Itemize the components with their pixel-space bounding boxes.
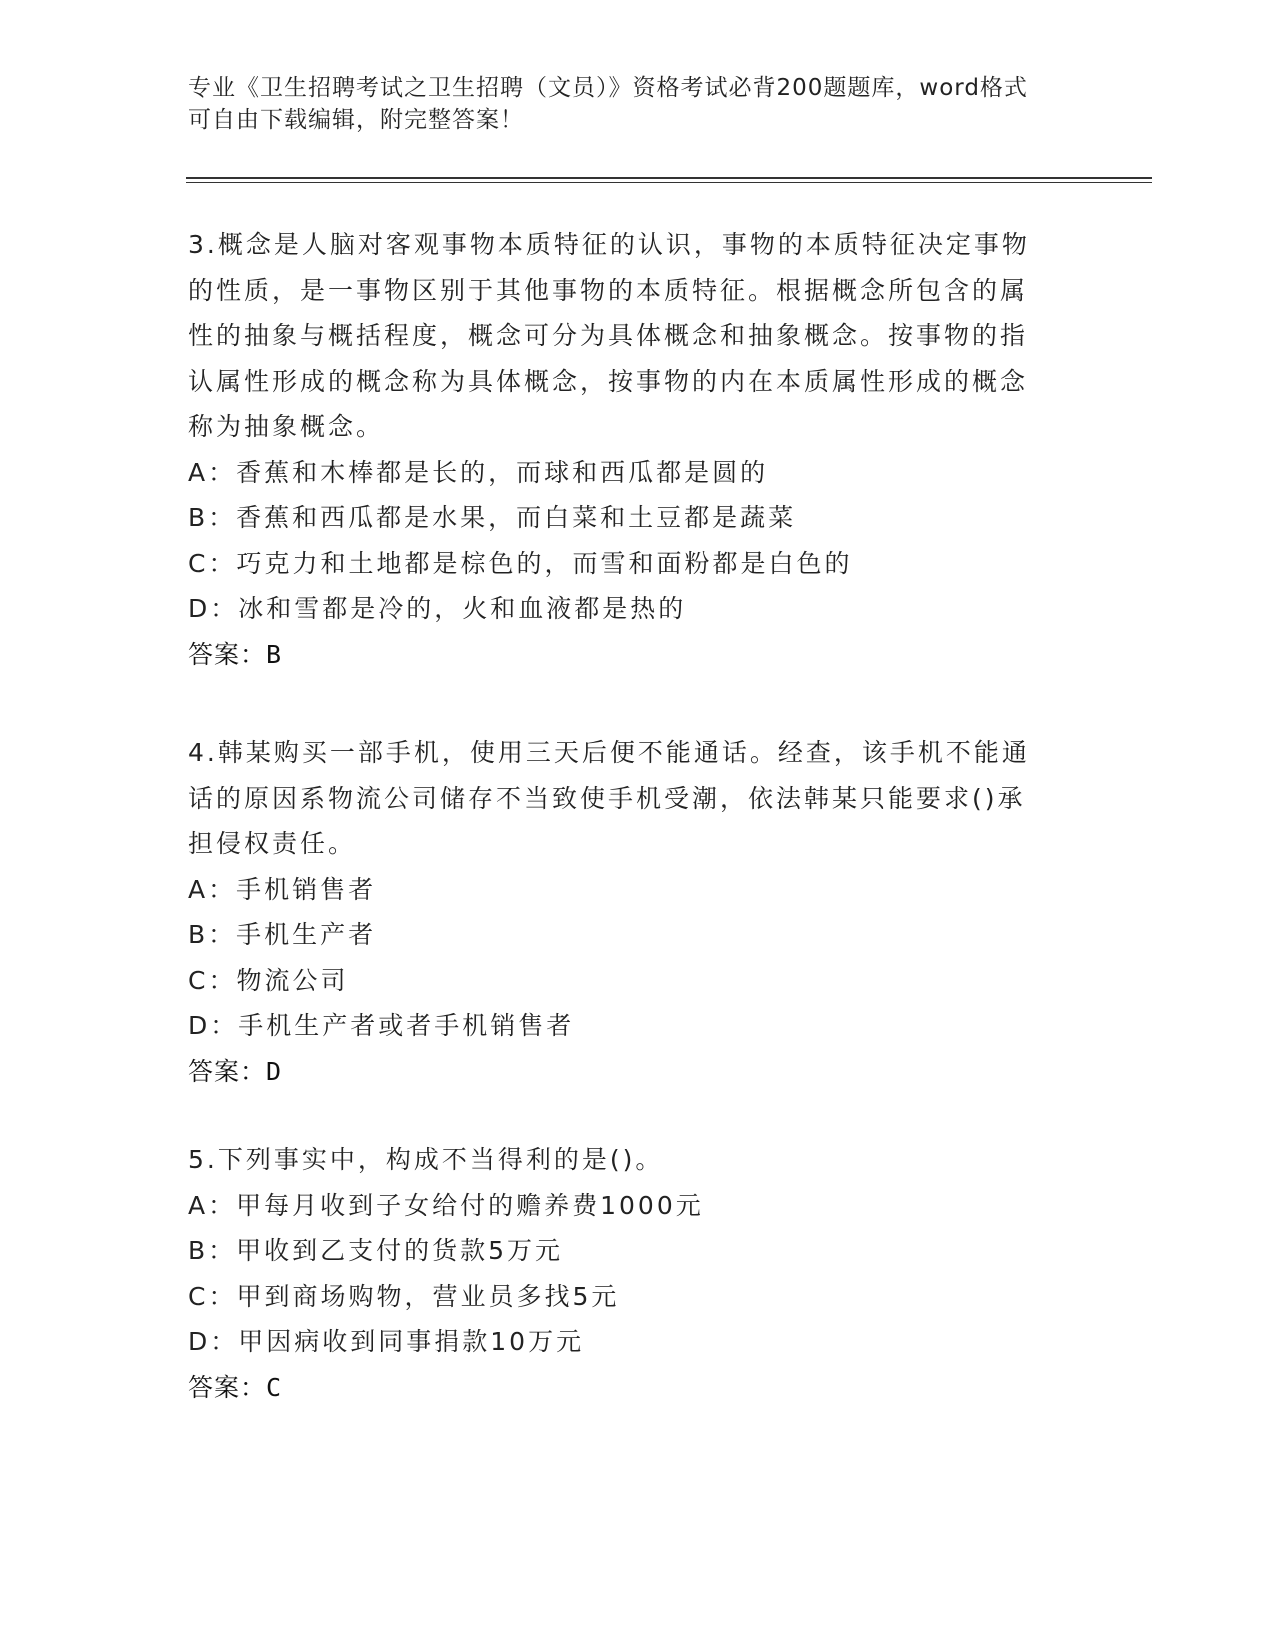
question-stem [188, 222, 1068, 450]
stem-line: 担侵权责任。 [188, 829, 357, 858]
stem-line: 话的原因系物流公司储存不当致使手机受潮，依法韩某只能要求()承 [188, 783, 1026, 813]
header-divider-thin [186, 182, 1152, 183]
option-c: C：物流公司 [188, 965, 349, 995]
answer-line [188, 632, 1068, 678]
answer-label: 答案： [188, 1372, 267, 1402]
answer-label: 答案： [188, 1056, 267, 1086]
stem-line: 的性质，是一事物区别于其他事物的本质特征。根据概念所包含的属 [188, 275, 1029, 305]
question-3 [188, 222, 1068, 677]
option-d: D：甲因病收到同事捐款10万元 [188, 1327, 585, 1356]
question-stem [188, 730, 1068, 867]
option-c: C：甲到商场购物，营业员多找5元 [188, 1281, 620, 1311]
answer-value: C [266, 1372, 283, 1402]
question-5 [188, 1137, 1068, 1410]
stem-line: 认属性形成的概念称为具体概念，按事物的内在本质属性形成的概念 [188, 366, 1029, 396]
answer-label: 答案： [188, 639, 267, 669]
option-d: D：手机生产者或者手机销售者 [188, 1011, 575, 1040]
answer-line [188, 1365, 1068, 1411]
answer-value: B [266, 639, 283, 669]
option-a: A：香蕉和木棒都是长的，而球和西瓜都是圆的 [188, 457, 769, 487]
option-b: B：手机生产者 [188, 920, 377, 949]
option-a: A：手机销售者 [188, 874, 377, 904]
stem-line: 称为抽象概念。 [188, 412, 385, 441]
stem-line: 性的抽象与概括程度，概念可分为具体概念和抽象概念。按事物的指 [188, 321, 1029, 350]
option-b: B：香蕉和西瓜都是水果，而白菜和土豆都是蔬菜 [188, 503, 797, 532]
document-header [188, 72, 1068, 136]
stem-line: 4.韩某购买一部手机，使用三天后便不能通话。经查，该手机不能通 [188, 738, 1030, 767]
header-divider-thick [186, 177, 1152, 179]
question-4 [188, 730, 1068, 1094]
option-b: B：甲收到乙支付的货款5万元 [188, 1236, 564, 1265]
stem-line: 5.下列事实中，构成不当得利的是()。 [188, 1145, 664, 1174]
question-stem [188, 1137, 1068, 1183]
answer-line [188, 1049, 1068, 1095]
stem-line: 3.概念是人脑对客观事物本质特征的认识，事物的本质特征决定事物 [188, 230, 1030, 259]
option-d: D：冰和雪都是冷的，火和血液都是热的 [188, 594, 687, 623]
header-line-1: 专业《卫生招聘考试之卫生招聘（文员）》资格考试必背200题题库，word格式 [188, 75, 1028, 101]
answer-value: D [266, 1056, 283, 1086]
header-line-2: 可自由下载编辑，附完整答案！ [188, 107, 524, 133]
option-c: C：巧克力和土地都是棕色的，而雪和面粉都是白色的 [188, 548, 853, 578]
option-a: A：甲每月收到子女给付的赡养费1000元 [188, 1190, 704, 1220]
